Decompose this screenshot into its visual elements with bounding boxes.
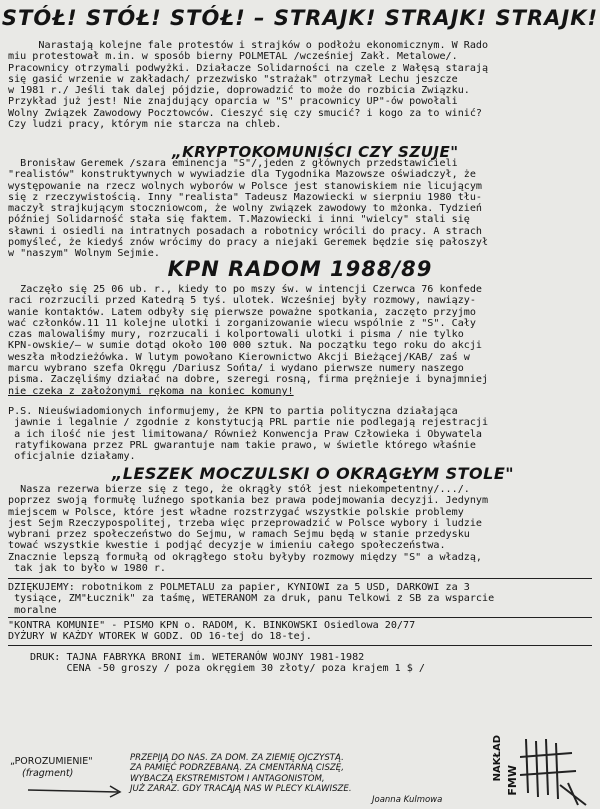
- section-text-kpn-radom: Zaczęło się 25 06 ub. r., kiedy to po mszy św. w intencji Czerwca 76 konfede raci rozrzucili przed Katedrą 5 tyś. ulotek. Wcześniej były rozmowy, nawiązy- wanie kontaktów. Latem odbyły się pierwsze poważne spotkania, zaczęto przyjmo wać członków.11 11 kolejne ulotki i zorganizowanie wiecu wspólnie z "S". Cały czas malowaliśmy mury, rozrzucali i kolportowali ulotki i pisma / nie tylko KPN-owskie/– w sumie dotąd około 100 000 sztuk. Na początku tego roku do akcji weszła młodzieżówka. W lutym powołano Kierownictwo Akcji Bieżącej/KAB/ zaś w marcu wybrano szefa Okręgu /Dariusz Sońta/ i wydano pierwsze numery naszego pisma. Zaczęliśmy działać na dobre, szeregi rosną, firma prężnieje i bynajmniej: [8, 284, 489, 386]
- thanks-paragraph: DZIĘKUJEMY: robotnikom z POLMETALU za papier, KYNIOWI za 5 USD, DARKOWI za 3 tysiące, ZM"Łucznik" za taśmę, WETERANOM za druk, panu Telkowi z SB za wsparcie moralne: [8, 582, 495, 616]
- masthead-info: "KONTRA KOMUNIE" - PISMO KPN o. RADOM, K. BINKOWSKI Osiedlowa 20/77 DYŻURY W KAŻDY WTOREK W GODZ. OD 16-tej do 18-tej.: [8, 620, 416, 643]
- section-text-kryptokomunisci: Bronisław Geremek /szara eminencja "S"/,jeden z głównych przedstawicieli "realistów" konstruktywnych w wywiadzie dla Tygodnika Mazowsze oświadczył, że występowanie na rzecz wolnych wyborów w Polsce jest stanowiskiem nie licującym się z rzeczywistością. Inny "realista" Tadeusz Mazowiecki w sierpniu 1980 tłu- maczył strajkującym stoczniowcom, że wolny związek zawodowy to mżonka. Tydzień później Solidarność stała się faktem. T.Mazowiecki i inni "wielcy" stali się sławni i osiedli na intratnych posadach a robotnicy wrócili do pracy. A strach pomyśleć, że kiedyś znów wrócimy do pracy a niejaki Geremek będzie się pałoszył w "naszym" Wolnym Sejmie.: [8, 158, 489, 260]
- poem-signature: Joanna Kulmowa: [372, 795, 443, 805]
- headline: STÓŁ! STÓŁ! STÓŁ! – STRAJK! STRAJK! STRAJK!: [1, 6, 599, 30]
- postscript-paragraph: P.S. Nieuświadomionych informujemy, że KPN to partia polityczna działająca jawnie i legalnie / zgodnie z konstytucją PRL partie nie podlegają rejestracji a ich ilość nie jest limitowana/ Również Konwencja Praw Człowieka i Obywatela ratyfikowana przez PRL gwarantuje nam takie prawo, w świetle którego właśnie oficjalnie działamy.: [8, 406, 489, 463]
- print-info: DRUK: TAJNA FABRYKA BRONI im. WETERANÓW WOJNY 1981-1982 CENA -50 groszy / poza okręgiem 30 złoty/ poza krajem 1 $ /: [30, 652, 426, 675]
- section-title-moczulski: „LESZEK MOCZULSKI O OKRĄGŁYM STOLE": [112, 464, 515, 483]
- section-text-moczulski: Nasza rezerwa bierze się z tego, że okrągły stół jest niekompetentny/.../. poprzez swoją formułę luźnego spotkania bez prawa podejmowania decyzji. Jedynym miejscem w Polsce, które jest władne rozstrzygać wszystkie polskie problemy jest Sejm Rzeczypospolitej, trzeba więc przeprowadzić w Polsce wybory i ludzie wybrani przez społeczeństwo do Sejmu, w ramach Sejmu będą w stanie przedysku tować wszystkie kwestie i podjąć decyzje w imieniu całego społeczeństwa. Znacznie lepszą formułą od okrągłego stołu byłyby rozmowy między "S" a władzą, tak jak to było w 1980 r.: [8, 484, 489, 575]
- section-text-kpn-radom-ending: nie czeka z założonymi rękoma na koniec komuny!: [8, 386, 294, 397]
- hand-drawn-bars-icon: [520, 735, 590, 807]
- poem-source-label: [10, 756, 93, 780]
- poem-text: PRZEPIJĄ DO NAS. ZA DOM. ZA ZIEMIĘ OJCZYSTĄ. ZA PAMIĘĆ PODRZEBANĄ. ZA CMENTARNĄ CISZĘ, WYBACZĄ EKSTREMISTOM I ANTAGONISTOM, JUŻ ZARAZ. GDY TRACĄJĄ NAS W PLECY KLAWISZE.: [130, 753, 352, 795]
- divider-line: [8, 645, 592, 646]
- arrow-icon: [26, 780, 126, 800]
- poem-source-title: „POROZUMIENIE": [10, 756, 93, 767]
- section-title-kryptokomunisci: „KRYPTOKOMUNIŚCI CZY SZUJE": [172, 143, 459, 161]
- side-stamp-text-2: FMW: [506, 765, 519, 796]
- divider-line: [8, 617, 592, 618]
- intro-paragraph: Narastają kolejne fale protestów i strajków o podłożu ekonomicznym. W Rado miu protestował m.in. w sposób bierny POLMETAL /wcześniej Zakł. Metalowe/. Pracownicy otrzymali podwyżki. Działacze Solidarności na czele z Wałęsą starają się gasić wrzenie w zakładach/ przezwisko "strażak" otrzymał Lechu jeszcze w 1981 r./ Jeśli tak dalej pójdzie, doprowadzić to może do rozbicia Związku. Przykład już jest! Nie znajdujący oparcia w "S" pracownicy UP"-ów powołali Wolny Związek Zawodowy Pocztowców. Cieszyć się czy smucić? i kogo za to winić? Czy ludzi pracy, którym nie starcza na chleb.: [8, 40, 489, 131]
- divider-line: [8, 578, 592, 579]
- side-stamp-text: NAKŁAD: [492, 735, 503, 782]
- poem-source-sub: (fragment): [22, 768, 74, 779]
- section-title-kpn-radom: KPN RADOM 1988/89: [167, 257, 433, 281]
